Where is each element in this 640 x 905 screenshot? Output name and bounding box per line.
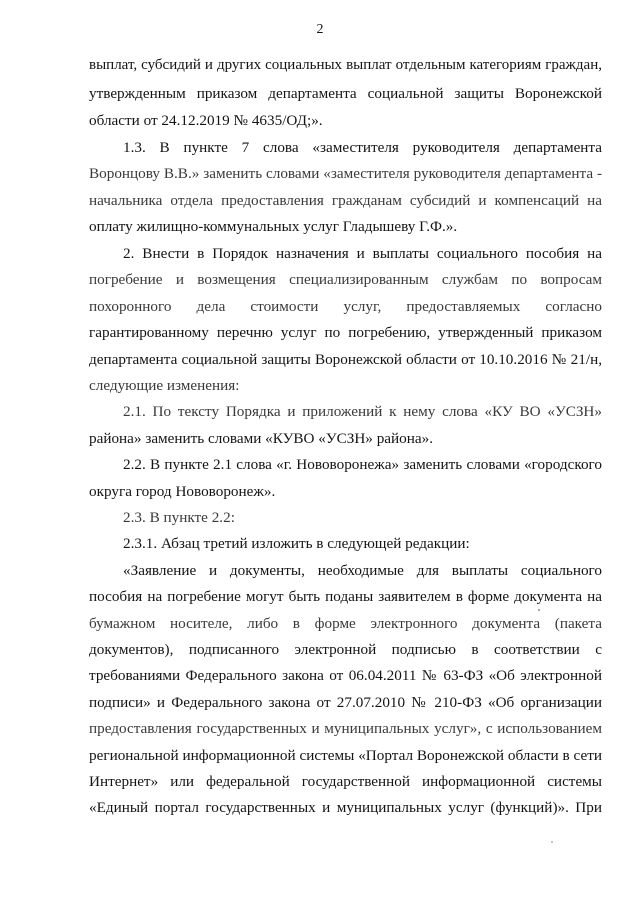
text-line: оплату жилищно-коммунальных услуг Гладышеву Г.Ф.». bbox=[89, 218, 458, 235]
text-line: области от 24.12.2019 № 4635/ОД;». bbox=[89, 112, 323, 129]
text-line: гарантированному перечню услуг по погребению, утвержденный приказом bbox=[89, 324, 602, 341]
text-line: 2.3.1. Абзац третий изложить в следующей редакции: bbox=[123, 535, 470, 552]
text-line: округа город Нововоронеж». bbox=[89, 483, 276, 500]
text-line: 2.2. В пункте 2.1 слова «г. Нововоронежа» заменить словами «городского bbox=[123, 456, 602, 473]
text-line: предоставления государственных и муниципальных услуг», с использованием bbox=[89, 720, 602, 737]
text-line: региональной информационной системы «Портал Воронежской области в сети bbox=[89, 747, 602, 764]
scan-speck bbox=[538, 609, 540, 611]
text-line: 1.3. В пункте 7 слова «заместителя руководителя департамента bbox=[123, 139, 602, 156]
text-line: «Единый портал государственных и муниципальных услуг (функций)». При bbox=[89, 799, 602, 816]
text-line: бумажном носителе, либо в форме электронного документа (пакета bbox=[89, 615, 602, 632]
text-line: документов), подписанного электронной подписью в соответствии с bbox=[89, 641, 602, 658]
text-line: 2.1. По тексту Порядка и приложений к нему слова «КУ ВО «УСЗН» bbox=[123, 403, 602, 420]
text-line: района» заменить словами «КУВО «УСЗН» района». bbox=[89, 430, 434, 447]
text-line: 2. Внести в Порядок назначения и выплаты социального пособия на bbox=[123, 245, 602, 262]
text-line: погребение и возмещения специализированным службам по вопросам bbox=[89, 271, 602, 288]
text-line: Воронцову В.В.» заменить словами «заместителя руководителя департамента - bbox=[89, 165, 602, 182]
text-line: департамента социальной защиты Воронежской области от 10.10.2016 № 21/н, bbox=[89, 351, 602, 368]
text-line: выплат, субсидий и других социальных выплат отдельным категориям граждан, bbox=[89, 57, 602, 73]
text-line: утвержденным приказом департамента социальной защиты Воронежской bbox=[89, 85, 602, 102]
text-line: похоронного дела стоимости услуг, предоставляемых согласно bbox=[89, 298, 602, 315]
scan-speck bbox=[551, 841, 553, 843]
text-line: «Заявление и документы, необходимые для выплаты социального bbox=[123, 562, 602, 579]
page-number: 2 bbox=[316, 22, 324, 37]
text-line: пособия на погребение могут быть поданы заявителем в форме документа на bbox=[89, 588, 602, 605]
text-line: подписи» и Федерального закона от 27.07.2010 № 210-ФЗ «Об организации bbox=[89, 694, 602, 711]
text-line: требованиями Федерального закона от 06.04.2011 № 63-ФЗ «Об электронной bbox=[89, 667, 602, 684]
text-line: 2.3. В пункте 2.2: bbox=[123, 509, 235, 526]
text-line: Интернет» или федеральной государственной информационной системы bbox=[89, 773, 602, 790]
text-line: следующие изменения: bbox=[89, 377, 240, 394]
text-line: начальника отдела предоставления гражданам субсидий и компенсаций на bbox=[89, 192, 602, 209]
